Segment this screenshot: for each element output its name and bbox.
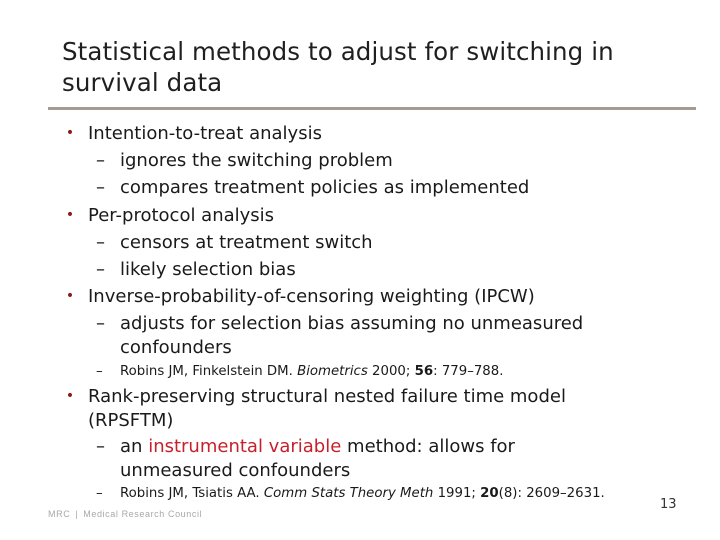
- ref-volume: 20: [480, 486, 499, 501]
- dash-mark: –: [96, 313, 105, 334]
- sub-rpsftm-pre: an: [120, 436, 143, 457]
- title-divider: [48, 107, 696, 110]
- ref-journal: Biometrics: [297, 364, 368, 379]
- bullet-ipcw-label: Inverse-probability-of-censoring weighting (IPCW): [88, 286, 535, 307]
- ref-year: 2000;: [372, 364, 411, 379]
- bullet-rpsftm-line1: Rank-preserving structural nested failure time model: [88, 386, 566, 407]
- dash-mark: –: [96, 150, 105, 171]
- bullet-dot: •: [65, 125, 75, 141]
- sub-itt-2-text: compares treatment policies as implemented: [120, 177, 530, 198]
- bullet-pp-label: Per-protocol analysis: [88, 205, 275, 226]
- sub-ipcw-1: [96, 312, 584, 359]
- sub-ipcw-1-line2: confounders: [120, 336, 232, 358]
- reference-ipcw: [96, 363, 504, 380]
- ref-pages: : 779–788.: [433, 364, 504, 379]
- bullet-ipcw: [65, 285, 535, 309]
- ref-pages: (8): 2609–2631.: [498, 486, 605, 501]
- slide-title: Statistical methods to adjust for switching in survival data: [62, 37, 614, 97]
- bullet-dot: •: [65, 388, 75, 404]
- bullet-rpsftm-line2: (RPSFTM): [88, 409, 174, 431]
- sub-pp-1-text: censors at treatment switch: [120, 232, 373, 253]
- sub-pp-1: [96, 231, 373, 255]
- page-number: 13: [660, 497, 677, 512]
- ref-authors: Robins JM, Tsiatis AA.: [120, 486, 260, 501]
- sub-rpsftm-1: [96, 435, 515, 482]
- sub-rpsftm-post: method: allows for: [347, 436, 515, 457]
- sub-rpsftm-line2: unmeasured confounders: [120, 459, 351, 481]
- sub-itt-2: [96, 176, 530, 200]
- ref-year: 1991;: [437, 486, 476, 501]
- bullet-pp: [65, 204, 275, 228]
- reference-rpsftm: [96, 485, 605, 502]
- dash-mark: –: [96, 486, 103, 501]
- logo-abbrev: MRC: [48, 509, 71, 519]
- dash-mark: –: [96, 436, 105, 457]
- bullet-rpsftm: [65, 385, 566, 432]
- bullet-itt: [65, 122, 322, 146]
- sub-pp-2: [96, 258, 296, 282]
- mrc-logo: [48, 509, 202, 519]
- logo-separator: |: [75, 509, 79, 519]
- dash-mark: –: [96, 177, 105, 198]
- bullet-dot: •: [65, 288, 75, 304]
- sub-ipcw-1-line1: adjusts for selection bias assuming no unmeasured: [120, 313, 584, 334]
- instrumental-variable-highlight: instrumental variable: [148, 436, 342, 457]
- dash-mark: –: [96, 364, 103, 379]
- sub-itt-1: [96, 149, 393, 173]
- bullet-dot: •: [65, 207, 75, 223]
- ref-authors: Robins JM, Finkelstein DM.: [120, 364, 293, 379]
- sub-itt-1-text: ignores the switching problem: [120, 150, 393, 171]
- dash-mark: –: [96, 259, 105, 280]
- ref-volume: 56: [414, 364, 434, 379]
- sub-pp-2-text: likely selection bias: [120, 259, 296, 280]
- logo-name: Medical Research Council: [83, 509, 203, 519]
- ref-journal: Comm Stats Theory Meth: [263, 486, 434, 501]
- dash-mark: –: [96, 232, 105, 253]
- bullet-itt-label: Intention-to-treat analysis: [88, 123, 322, 144]
